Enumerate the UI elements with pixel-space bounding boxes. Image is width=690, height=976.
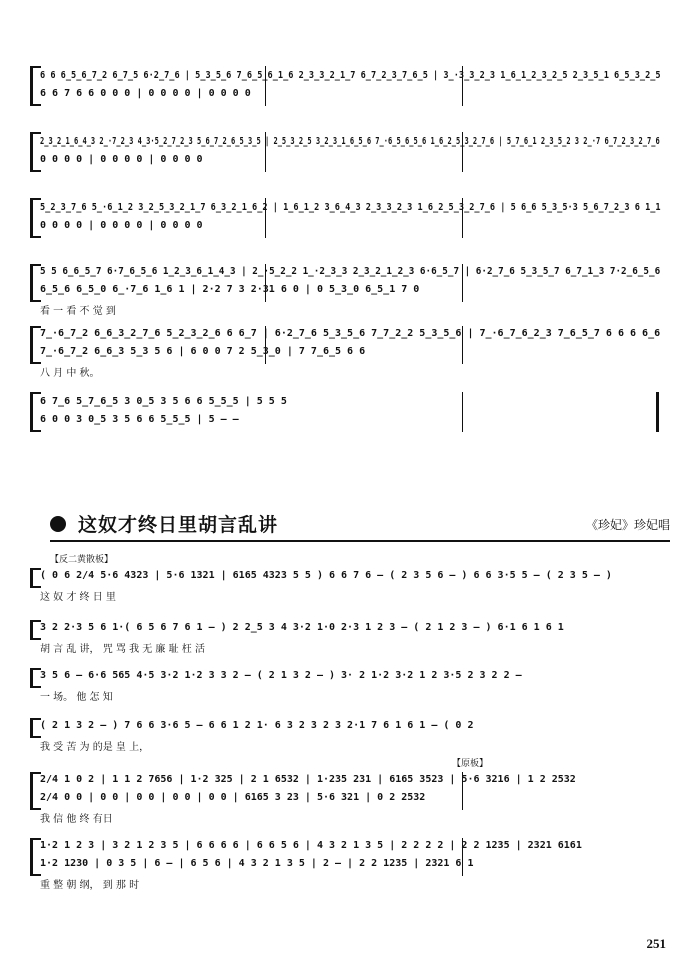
melody-line: 3 2 2·3 5 6 1·( 6 5 6 7 6 1 — ) 2 2̲5 3 4 3·2 1·0 2·3 1 2 3 — ( 2 1 2 3 — ) 6·1 6 1 6 1 [40, 622, 564, 633]
upper-staff-line: 5̲2̲3̲7̲6 5̲·6̲1̲2 3̲2̲5̲3̲2̲1̲7 6̲3̲2̲1̲6̲2 | 1̲6̲1̲2 3̲6̲4̲3 2̲3̲3̲2̲3 1̲6̲2̲5̲3̲2̲7̲6 | 5 6̲6 5̲3̲5·3 5̲6̲7̲2̲3 6 1̲1 [40, 202, 661, 213]
bullet-icon [50, 516, 66, 532]
upper-staff-line: 2̲3̲2̲1̲6̲4̲3 2̲·7̲2̲3 4̲3·5̲2̲7̲2̲3 5̲6̲7̲2̲6̲5̲3̲5 | 2̲5̲3̲2̲5 3̲2̲3̲1̲6̲5̲6 7̲·6̲5̲6̲5̲6 1̲6̲2̲5̲3̲2̲7̲6 | 5̲7̲6̲1 2̲3̲5̲2 3 2̲·7 6̲7̲2̲3̲2̲7̲6 [40, 136, 660, 147]
lower-staff-line: 1·2 1230 | 0 3 5 | 6 — | 6 5 6 | 4 3 2 1 3 5 | 2 — | 2 2 1235 | 2321 6 1 [40, 858, 474, 869]
lower-staff-line: 7̲·6̲7̲2 6̲6̲3 5̲3 5 6 | 6 0 0 7 2 5̲3̲0 | 7 7̲6̲5 6 6 [40, 346, 366, 357]
upper-staff-line: 6 6 6̲5̲6̲7̲2 6̲7̲5 6·2̲7̲6 | 5̲3̲5̲6 7̲6̲5̲6̲1̲6 2̲3̲3̲2̲1̲7 6̲7̲2̲3̲7̲6̲5 | 3̲·3̲3̲2̲3 1̲6̲1̲2̲3̲2̲5 2̲3̲5̲1 6̲5̲3̲2̲5 [40, 70, 661, 81]
upper-staff-line: 1·2 1 2 3 | 3 2 1 2 3 5 | 6 6 6 6 | 6 6 5 6 | 4 3 2 1 3 5 | 2 2 2 2 | 2 2 1235 | 2321 6161 [40, 840, 582, 851]
lyrics-line: 我 受 苦 为 的是 皇 上， [40, 742, 150, 753]
lyrics-line: 胡 言 乱 讲， 咒 骂 我 无 廉 耻 枉 活 [40, 644, 205, 655]
lyrics-line: 我 信 他 终 有日 [40, 814, 113, 825]
score-system-7 [40, 772, 660, 824]
song-source: 《珍妃》珍妃唱 [585, 518, 670, 532]
upper-staff-line: 5 5 6̲6̲5̲7 6·7̲6̲5̲6 1̲2̲3̲6̲1̲4̲3 | 2̲·5̲2̲2 1̲·2̲3̲3 2̲3̲2̲1̲2̲3 6·6̲5̲7 | 6·2̲7̲6 5̲3̲5̲7 6̲7̲1̲3 7·2̲6̲5̲6 [40, 266, 661, 277]
score-system-2 [40, 132, 660, 172]
lyrics-line: 八 月 中 秋。 [40, 368, 100, 379]
song-header [50, 510, 670, 540]
melody-line: 3 5 6 — 6·6 565 4·5 3·2 1·2 3 3 2 — ( 2 1 3 2 — ) 3· 2 1·2 3·2 1 2 3·5 2 3 2 2 — [40, 670, 522, 681]
lyrics-line: 看 一 看 不 觉 到 [40, 306, 116, 317]
free-meter-system-1 [40, 568, 660, 604]
lower-staff-line: 6 0 0 3 0̲5 3 5 6 6 5̲5̲5 | 5 — — [40, 414, 239, 425]
lower-staff-line: 6̲5̲6 6̲5̲0 6̲·7̲6 1̲6 1 | 2·2 7 3 2·31 6 0 | 0 5̲3̲0 6̲5̲1 7 0 [40, 284, 420, 295]
melody-line: ( 2 1 3 2 — ) 7 6 6 3·6 5 — 6 6 1 2 1· 6 3 2 3 2 3 2·1 7 6 1 6 1 — ( 0 2 [40, 720, 474, 731]
intro-tag: 【反二黄散板】 [50, 555, 114, 565]
free-meter-system-4 [40, 718, 660, 754]
lower-staff-line: 2/4 0 0 | 0 0 | 0 0 | 0 0 | 0 0 | 6165 3 23 | 5·6 321 | 0 2 2532 [40, 792, 426, 803]
upper-staff-line: 2/4 1 0 2 | 1 1 2 7656 | 1·2 325 | 2 1 6532 | 1·235 231 | 6165 3523 | 5·6 3216 | 1 2 2532 [40, 774, 576, 785]
lyrics-line: 这 奴 才 终 日 里 [40, 592, 116, 603]
score-system-6 [40, 392, 660, 432]
score-system-4 [40, 264, 660, 316]
song-title: 这奴才终日里胡言乱讲 [78, 514, 279, 536]
melody-line: ( 0 6 2/4 5·6 4323 | 5·6 1321 | 6165 4323 5 5 ) 6 6 7 6 — ( 2 3 5 6 — ) 6 6 3·5 5 — ( 2 3 5 — ) [40, 570, 612, 581]
lower-staff-line: 6 6 7 6 6 0 0 0 | 0 0 0 0 | 0 0 0 0 [40, 88, 251, 99]
lyrics-line: 一 场。 他 怎 知 [40, 692, 113, 703]
lower-staff-line: 0 0 0 0 | 0 0 0 0 | 0 0 0 0 [40, 154, 203, 165]
page-number: 251 [646, 936, 666, 951]
section-tag: 【原板】 [452, 759, 489, 769]
free-meter-system-3 [40, 668, 660, 704]
upper-staff-line: 6 7̲6 5̲7̲6̲5 3 0̲5 3 5 6 6 5̲5̲5 | 5 5 5 [40, 396, 287, 407]
score-system-8 [40, 838, 660, 890]
upper-staff-line: 7̲·6̲7̲2 6̲6̲3̲2̲7̲6 5̲2̲3̲2̲6 6 6̲7 | 6·2̲7̲6 5̲3̲5̲6 7̲7̲2̲2 5̲3̲5̲6 | 7̲·6̲7̲6̲2̲3 7̲6̲5̲7 6 6 6 6̲6 [40, 328, 661, 339]
score-system-5 [40, 326, 660, 378]
free-meter-system-2 [40, 620, 660, 656]
score-system-1 [40, 66, 660, 106]
lyrics-line: 重 整 朝 纲， 到 那 时 [40, 880, 140, 891]
title-rule [50, 540, 670, 542]
score-system-3 [40, 198, 660, 238]
lower-staff-line: 0 0 0 0 | 0 0 0 0 | 0 0 0 0 [40, 220, 203, 231]
